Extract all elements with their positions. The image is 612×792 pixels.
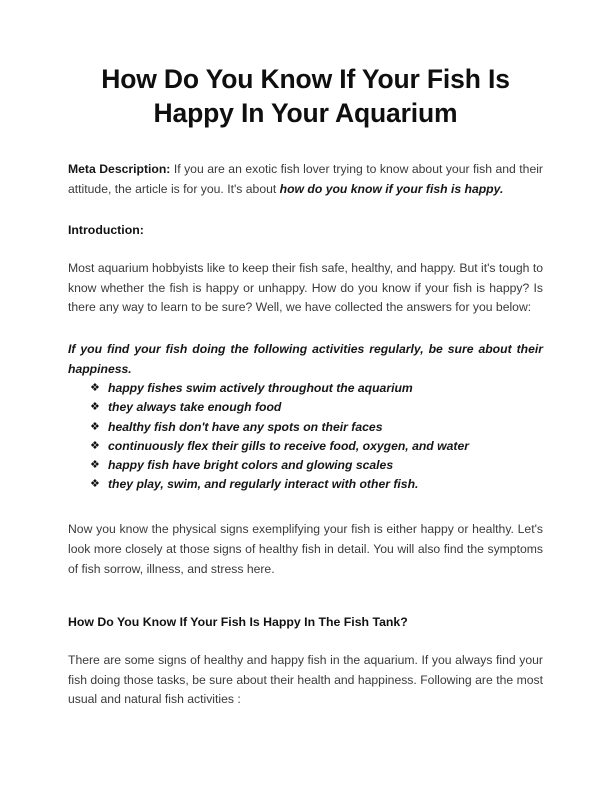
meta-description-paragraph [68, 160, 543, 199]
list-item-label: continuously flex their gills to receive food, oxygen, and water [108, 438, 469, 453]
meta-description-emphasis: how do you know if your fish is happy. [279, 181, 504, 196]
diamond-bullet-icon: ❖ [90, 420, 100, 433]
diamond-bullet-icon: ❖ [90, 458, 100, 471]
activities-lead-in-text: If you find your fish doing the following activities regularly, be sure about their happiness. [68, 341, 543, 376]
list-item [68, 475, 543, 494]
spacer [68, 199, 543, 221]
list-item-label: happy fish have bright colors and glowing scales [108, 457, 394, 472]
meta-description-text: If you are an exotic fish lover trying to know about your fish and their attitude, the article is for you. It's about [68, 162, 543, 196]
diamond-bullet-icon: ❖ [90, 401, 100, 414]
meta-description-label: Meta Description: [68, 162, 171, 176]
list-item-label: happy fishes swim actively throughout the aquarium [108, 381, 413, 396]
diamond-bullet-icon: ❖ [90, 382, 100, 395]
diamond-bullet-icon: ❖ [90, 439, 100, 452]
spacer [68, 240, 543, 259]
list-item [68, 418, 543, 437]
spacer [68, 632, 543, 651]
fish-tank-section-paragraph: There are some signs of healthy and happy fish in the aquarium. If you always find your fish doing those tasks, be sure about their health and happiness. Following are the most usual and natural fish activities : [68, 653, 543, 707]
spacer [68, 130, 543, 160]
list-item-label: they play, swim, and regularly interact with other fish. [108, 477, 419, 492]
introduction-paragraph: Most aquarium hobbyists like to keep their fish safe, healthy, and happy. But it's tough to know whether the fish is happy or unhappy. How do you know if your fish is happy? Is there any way to learn to be sure? Well, we have collected the answers for you below: [68, 261, 543, 315]
activities-list [68, 379, 543, 494]
list-item [68, 379, 543, 398]
list-item-label: healthy fish don't have any spots on their faces [108, 419, 383, 434]
list-item-label: they always take enough food [108, 400, 282, 415]
spacer [68, 494, 543, 520]
fish-tank-section-heading: How Do You Know If Your Fish Is Happy In The Fish Tank? [68, 615, 408, 630]
list-item [68, 456, 543, 475]
spacer [68, 318, 543, 340]
after-list-paragraph: Now you know the physical signs exemplifying your fish is either happy or healthy. Let's look more closely at those signs of healthy fish in detail. You will also find the symptoms of fish sorrow, illness, and stress here. [68, 522, 543, 576]
list-item [68, 398, 543, 417]
spacer [68, 579, 543, 613]
diamond-bullet-icon: ❖ [90, 478, 100, 491]
introduction-heading: Introduction: [68, 223, 144, 238]
activities-lead-in [68, 340, 543, 379]
page-title: How Do You Know If Your Fish Is Happy In Your Aquarium [101, 64, 510, 128]
list-item [68, 437, 543, 456]
